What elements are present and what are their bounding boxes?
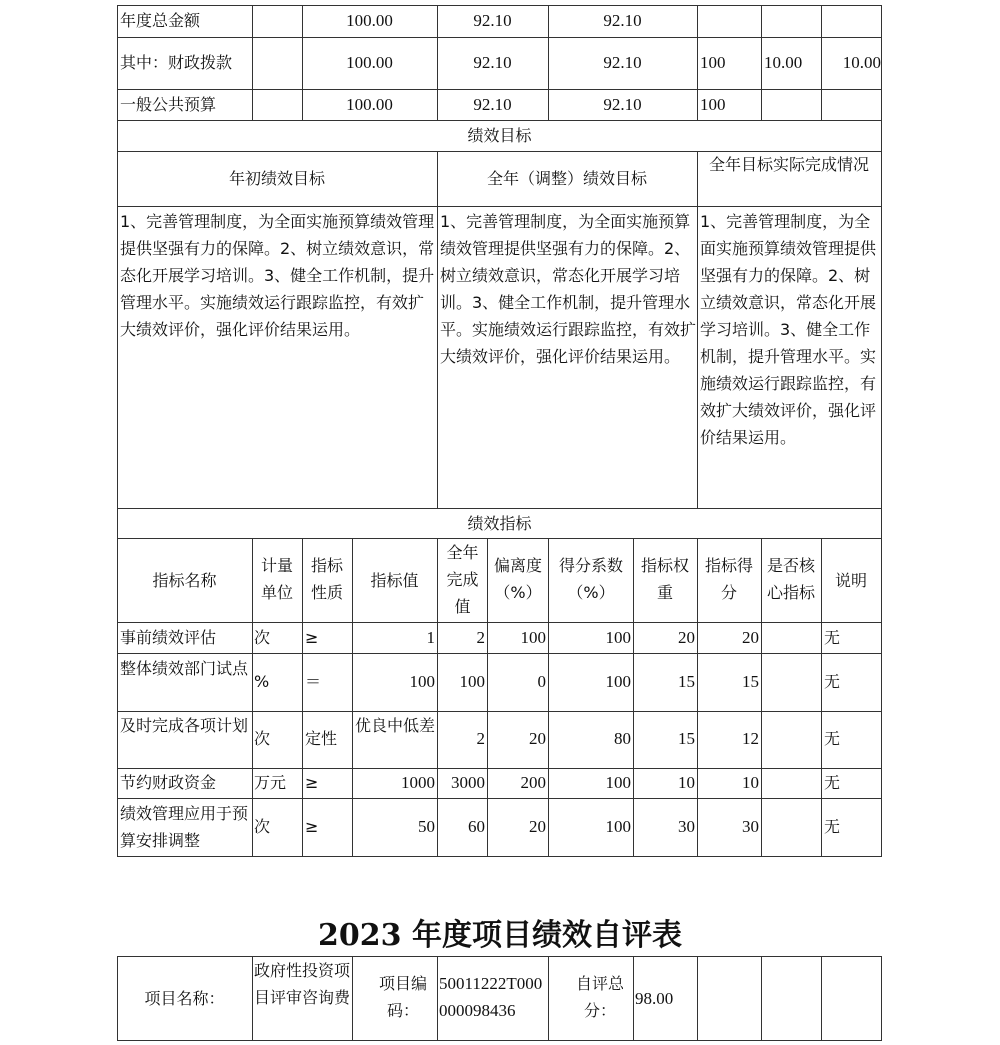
budget-cell: 100.00 [346, 11, 393, 30]
header-value: 指标值 [370, 571, 419, 590]
indicator-coef: 100 [605, 672, 631, 691]
indicator-coef: 80 [614, 729, 631, 748]
indicator-completed: 3000 [451, 773, 485, 792]
indicator-unit: 次 [254, 628, 271, 647]
indicator-deviation: 20 [529, 729, 546, 748]
budget-row-name: 其中：财政拨款 [120, 53, 233, 72]
self-score: 98.00 [635, 989, 674, 1008]
budget-cell: 92.10 [473, 53, 512, 72]
indicator-completed: 60 [468, 817, 485, 836]
indicator-score: 12 [742, 729, 759, 748]
indicator-note: 无 [824, 817, 841, 836]
indicator-name: 整体绩效部门试点 [120, 659, 249, 678]
budget-row-name: 一般公共预算 [120, 95, 217, 114]
score-label: 自评总分： [575, 974, 624, 1020]
goals-header-adjusted: 全年（调整）绩效目标 [486, 169, 647, 188]
indicator-weight: 20 [678, 628, 695, 647]
header-score: 指标得分 [704, 556, 753, 602]
budget-cell: 92.10 [473, 95, 512, 114]
indicator-completed: 100 [459, 672, 485, 691]
goals-adjusted-text: 1、完善管理制度，为全面实施预算绩效管理提供坚强有力的保障。2、树立绩效意识，常态化开展学习培训。3、健全工作机制，提升管理水平。实施绩效运行跟踪监控，有效扩大绩效评价，强化评价结果运用。 [440, 212, 697, 366]
budget-row-name: 年度总金额 [120, 11, 201, 30]
indicator-weight: 10 [678, 773, 695, 792]
indicator-value: 优良中低差 [355, 716, 436, 735]
indicator-note: 无 [824, 773, 841, 792]
header-note: 说明 [834, 571, 867, 590]
goals-section-title: 绩效目标 [467, 126, 532, 145]
indicator-deviation: 20 [529, 817, 546, 836]
header-weight: 指标权重 [640, 556, 689, 602]
project-code: 50011222T000000098436 [439, 974, 543, 1020]
indicator-nature: ≥ [305, 817, 319, 836]
header-completed: 全年完成值 [446, 543, 479, 616]
goals-header-actual: 全年目标实际完成情况 [708, 155, 869, 174]
indicator-coef: 100 [605, 628, 631, 647]
indicator-name: 节约财政资金 [120, 773, 217, 792]
budget-cell: 92.10 [603, 95, 642, 114]
goals-actual-text: 1、完善管理制度，为全面实施预算绩效管理提供坚强有力的保障。2、树立绩效意识，常态化开展学习培训。3、健全工作机制，提升管理水平。实施绩效运行跟踪监控，有效扩大绩效评价，强化评价结果运用。 [700, 212, 877, 447]
indicator-note: 无 [824, 729, 841, 748]
indicator-value: 50 [418, 817, 435, 836]
indicator-value: 1 [426, 628, 435, 647]
indicator-note: 无 [824, 672, 841, 691]
header-name: 指标名称 [152, 571, 217, 590]
indicator-note: 无 [824, 628, 841, 647]
budget-cell: 100.00 [346, 95, 393, 114]
indicator-nature: ≥ [305, 628, 319, 647]
indicator-coef: 100 [605, 773, 631, 792]
indicator-deviation: 100 [520, 628, 546, 647]
header-core: 是否核心指标 [766, 556, 815, 602]
indicator-weight: 30 [678, 817, 695, 836]
indicator-name: 事前绩效评估 [120, 628, 217, 647]
indicator-score: 20 [742, 628, 759, 647]
indicator-name: 绩效管理应用于预算安排调整 [120, 804, 249, 850]
indicator-unit: 次 [254, 729, 271, 748]
header-nature: 指标性质 [310, 556, 343, 602]
second-table-title: 2023 年度项目绩效自评表 [318, 918, 682, 953]
header-coef: 得分系数（%） [558, 556, 623, 602]
header-unit: 计量单位 [260, 556, 293, 602]
indicator-score: 30 [742, 817, 759, 836]
indicator-score: 15 [742, 672, 759, 691]
budget-cell: 92.10 [603, 11, 642, 30]
budget-cell: 10.00 [842, 53, 881, 72]
budget-cell: 100 [700, 95, 726, 114]
header-deviation: 偏离度（%） [493, 556, 542, 602]
project-code-label: 项目编码： [378, 974, 427, 1020]
indicator-name: 及时完成各项计划 [120, 716, 249, 735]
indicator-value: 1000 [401, 773, 435, 792]
indicator-nature: 定性 [305, 729, 338, 748]
indicator-unit: 次 [254, 817, 271, 836]
indicators-section-title: 绩效指标 [467, 514, 532, 533]
goals-header-initial: 年初绩效目标 [228, 169, 325, 188]
budget-cell: 10.00 [764, 53, 803, 72]
indicator-deviation: 0 [537, 672, 546, 691]
budget-cell: 92.10 [473, 11, 512, 30]
indicator-score: 10 [742, 773, 759, 792]
indicator-unit: 万元 [254, 773, 287, 792]
indicator-nature: ≥ [305, 773, 319, 792]
budget-cell: 100.00 [346, 53, 393, 72]
indicator-value: 100 [409, 672, 435, 691]
goals-initial-text: 1、完善管理制度，为全面实施预算绩效管理提供坚强有力的保障。2、树立绩效意识，常态化开展学习培训。3、健全工作机制，提升管理水平。实施绩效运行跟踪监控，有效扩大绩效评价，强化评价结果运用。 [120, 212, 435, 339]
indicator-completed: 2 [476, 729, 485, 748]
budget-cell: 92.10 [603, 53, 642, 72]
project-name-label: 项目名称： [144, 989, 225, 1008]
indicator-weight: 15 [678, 729, 695, 748]
indicator-weight: 15 [678, 672, 695, 691]
indicator-deviation: 200 [520, 773, 546, 792]
project-name: 政府性投资项目评审咨询费 [254, 961, 351, 1007]
indicator-coef: 100 [605, 817, 631, 836]
indicator-completed: 2 [476, 628, 485, 647]
budget-cell: 100 [700, 53, 726, 72]
indicator-unit: % [254, 672, 270, 691]
indicator-nature: ＝ [305, 672, 322, 691]
